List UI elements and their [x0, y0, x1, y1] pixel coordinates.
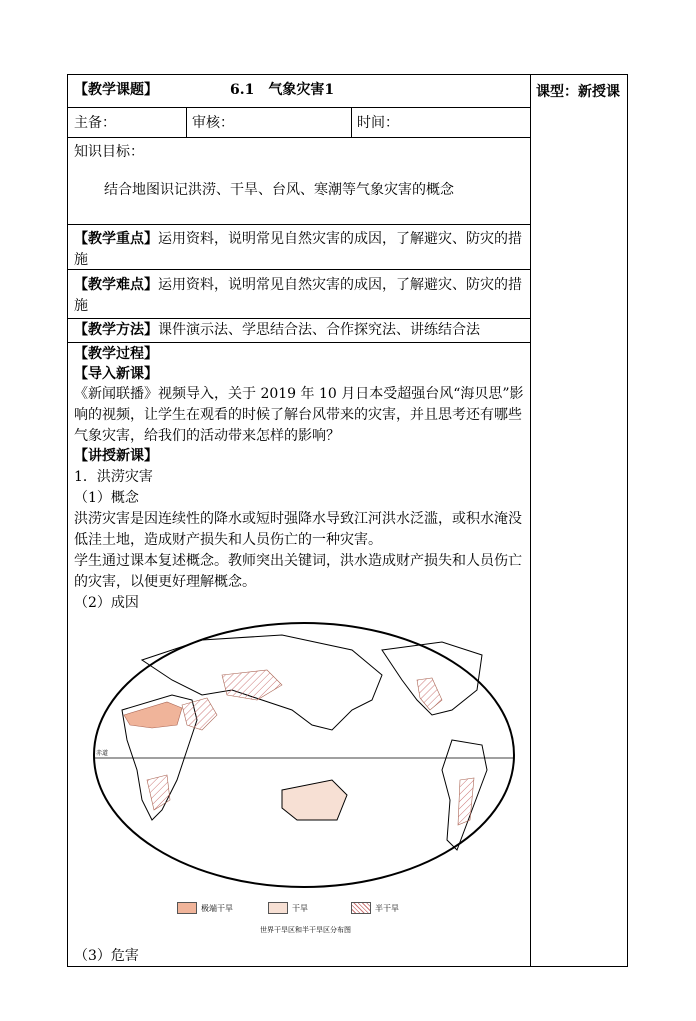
legend-swatch-semi — [351, 902, 371, 914]
methods-line — [74, 320, 480, 340]
methods-text: 课件演示法、学思结合法、合作探究法、讲练结合法 — [158, 322, 480, 338]
reviewer-field: 审核： — [192, 115, 234, 131]
difficulty-text: 运用资料，说明常见自然灾害的成因，了解避灾、防灾的措 — [158, 277, 522, 293]
world-drought-map — [82, 620, 532, 940]
key-point-label: 【教学重点】 — [74, 231, 158, 247]
methods-label: 【教学方法】 — [74, 322, 158, 338]
meta-divider — [351, 107, 352, 137]
legend-extreme: 极端干旱 — [201, 904, 233, 913]
intro-line-2: 响的视频，让学生在观看的时候了解台风带来的灾害，并且思考还有哪些 — [74, 407, 522, 423]
meta-divider — [186, 107, 187, 137]
concept-line-1: 洪涝灾害是因连续性的降水或短时强降水导致江河洪水泛滥，或积水淹没 — [74, 511, 522, 527]
lesson-type: 课型：新授课 — [536, 84, 620, 100]
difficulty-label: 【教学难点】 — [74, 277, 158, 293]
process-heading: 【教学过程】 — [74, 346, 158, 362]
key-point-line2: 施 — [74, 252, 88, 268]
intro-line-3: 气象灾害，给我们的活动带来怎样的影响？ — [74, 428, 340, 444]
topic-label: 【教学课题】 — [74, 82, 158, 98]
review-line-2: 的灾害，以便更好理解概念。 — [74, 574, 256, 590]
row-divider — [67, 318, 531, 319]
objectives-text: 结合地图识记洪涝、干旱、台风、寒潮等气象灾害的概念 — [104, 182, 454, 198]
preparer-field: 主备： — [74, 115, 116, 131]
difficulty-line1 — [74, 275, 522, 295]
legend-swatch-extreme — [177, 902, 197, 914]
row-divider — [67, 137, 531, 138]
row-divider — [67, 342, 531, 343]
row-divider — [67, 269, 531, 270]
objectives-label: 知识目标： — [74, 144, 144, 160]
concept-line-2: 低洼土地，造成财产损失和人员伤亡的一种灾害。 — [74, 532, 382, 548]
legend-drought: 干旱 — [292, 904, 308, 913]
difficulty-line2: 施 — [74, 298, 88, 314]
topic-title: 6.1 气象灾害1 — [230, 82, 335, 98]
sub-concept: （1）概念 — [74, 490, 139, 506]
map-outline — [94, 623, 514, 887]
legend-swatch-drought — [268, 902, 288, 914]
key-point-text: 运用资料，说明常见自然灾害的成因，了解避灾、防灾的措 — [158, 231, 522, 247]
legend-semi: 半干旱 — [375, 904, 399, 913]
review-line-1: 学生通过课本复述概念。教师突出关键词，洪水造成财产损失和人员伤亡 — [74, 553, 522, 569]
key-point-line1 — [74, 229, 522, 249]
time-field: 时间： — [357, 115, 399, 131]
section-flood: 1．洪涝灾害 — [74, 469, 153, 485]
row-divider — [67, 107, 531, 108]
intro-line-1: 《新闻联播》视频导入，关于 2019 年 10 月日本受超强台风“海贝思”影 — [74, 386, 524, 402]
sub-harm: （3）危害 — [74, 948, 139, 964]
row-divider — [67, 224, 531, 225]
map-caption: 世界干旱区和半干旱区分布图 — [260, 926, 351, 934]
sub-cause: （2）成因 — [74, 595, 139, 611]
lecture-heading: 【讲授新课】 — [74, 448, 158, 464]
equator-label: 赤道 — [96, 750, 109, 757]
intro-heading: 【导入新课】 — [74, 366, 158, 382]
